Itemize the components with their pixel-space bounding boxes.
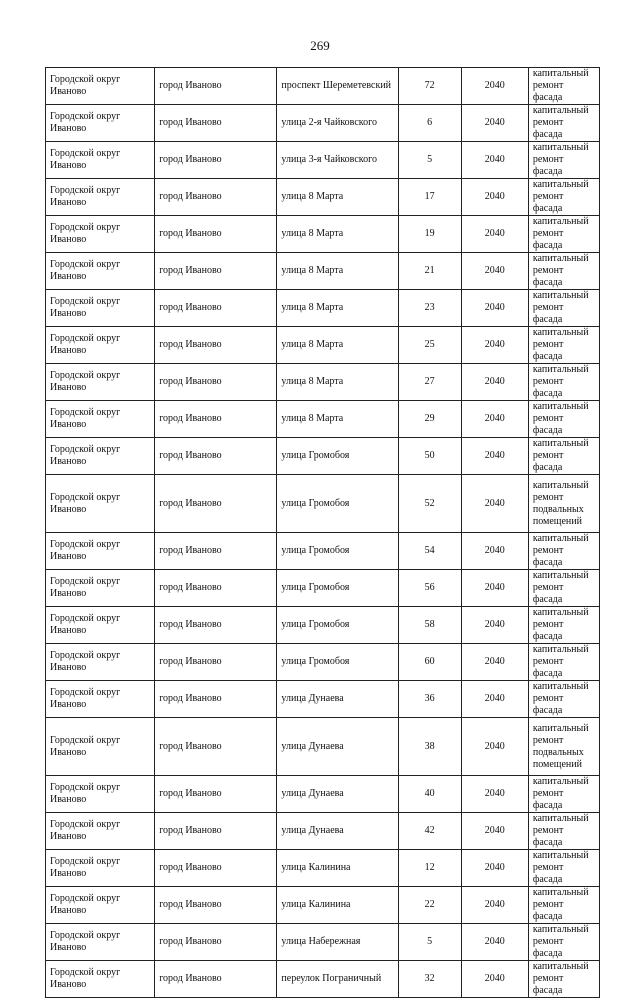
planned-year-cell: 2040 <box>461 961 528 998</box>
planned-year-cell: 2040 <box>461 475 528 533</box>
work-type-cell: капитальный ремонт фасада <box>528 142 599 179</box>
city-cell: город Иваново <box>155 681 277 718</box>
table-row <box>46 961 600 998</box>
municipality-cell: Городской округ Иваново <box>46 718 155 776</box>
municipality-cell: Городской округ Иваново <box>46 850 155 887</box>
street-cell: улица Дунаева <box>277 813 398 850</box>
work-type-cell: капитальный ремонт фасада <box>528 253 599 290</box>
house-number-cell: 23 <box>398 290 461 327</box>
house-number-cell: 40 <box>398 776 461 813</box>
city-cell: город Иваново <box>155 924 277 961</box>
municipality-cell: Городской округ Иваново <box>46 681 155 718</box>
table-row <box>46 813 600 850</box>
table-row <box>46 718 600 776</box>
work-type-cell: капитальный ремонт фасада <box>528 644 599 681</box>
planned-year-cell: 2040 <box>461 364 528 401</box>
planned-year-cell: 2040 <box>461 813 528 850</box>
street-cell: улица Калинина <box>277 850 398 887</box>
house-number-cell: 5 <box>398 142 461 179</box>
municipality-cell: Городской округ Иваново <box>46 776 155 813</box>
table-row <box>46 681 600 718</box>
city-cell: город Иваново <box>155 813 277 850</box>
street-cell: улица Дунаева <box>277 718 398 776</box>
work-type-cell: капитальный ремонт подвальных помещений <box>528 475 599 533</box>
table-row <box>46 438 600 475</box>
municipality-cell: Городской округ Иваново <box>46 438 155 475</box>
work-type-cell: капитальный ремонт подвальных помещений <box>528 718 599 776</box>
house-number-cell: 12 <box>398 850 461 887</box>
planned-year-cell: 2040 <box>461 718 528 776</box>
street-cell: улица 2-я Чайковского <box>277 105 398 142</box>
city-cell: город Иваново <box>155 290 277 327</box>
city-cell: город Иваново <box>155 644 277 681</box>
street-cell: улица Громобоя <box>277 570 398 607</box>
street-cell: улица 8 Марта <box>277 290 398 327</box>
house-number-cell: 36 <box>398 681 461 718</box>
planned-year-cell: 2040 <box>461 142 528 179</box>
street-cell: улица Дунаева <box>277 776 398 813</box>
municipality-cell: Городской округ Иваново <box>46 68 155 105</box>
municipality-cell: Городской округ Иваново <box>46 961 155 998</box>
planned-year-cell: 2040 <box>461 179 528 216</box>
table-row <box>46 105 600 142</box>
house-number-cell: 50 <box>398 438 461 475</box>
street-cell: проспект Шереметевский <box>277 68 398 105</box>
city-cell: город Иваново <box>155 179 277 216</box>
municipality-cell: Городской округ Иваново <box>46 364 155 401</box>
table-row <box>46 216 600 253</box>
city-cell: город Иваново <box>155 850 277 887</box>
work-type-cell: капитальный ремонт фасада <box>528 68 599 105</box>
table-row <box>46 327 600 364</box>
work-type-cell: капитальный ремонт фасада <box>528 179 599 216</box>
planned-year-cell: 2040 <box>461 607 528 644</box>
work-type-cell: капитальный ремонт фасада <box>528 813 599 850</box>
work-type-cell: капитальный ремонт фасада <box>528 364 599 401</box>
city-cell: город Иваново <box>155 142 277 179</box>
work-type-cell: капитальный ремонт фасада <box>528 438 599 475</box>
work-type-cell: капитальный ремонт фасада <box>528 776 599 813</box>
planned-year-cell: 2040 <box>461 644 528 681</box>
work-type-cell: капитальный ремонт фасада <box>528 961 599 998</box>
municipality-cell: Городской округ Иваново <box>46 401 155 438</box>
street-cell: улица Калинина <box>277 887 398 924</box>
work-type-cell: капитальный ремонт фасада <box>528 887 599 924</box>
municipality-cell: Городской округ Иваново <box>46 924 155 961</box>
table-row <box>46 179 600 216</box>
city-cell: город Иваново <box>155 607 277 644</box>
house-number-cell: 58 <box>398 607 461 644</box>
municipality-cell: Городской округ Иваново <box>46 105 155 142</box>
city-cell: город Иваново <box>155 533 277 570</box>
work-type-cell: капитальный ремонт фасада <box>528 401 599 438</box>
work-type-cell: капитальный ремонт фасада <box>528 570 599 607</box>
city-cell: город Иваново <box>155 68 277 105</box>
table-row <box>46 68 600 105</box>
work-type-cell: капитальный ремонт фасада <box>528 105 599 142</box>
municipality-cell: Городской округ Иваново <box>46 253 155 290</box>
table-row <box>46 475 600 533</box>
city-cell: город Иваново <box>155 570 277 607</box>
work-type-cell: капитальный ремонт фасада <box>528 607 599 644</box>
house-number-cell: 17 <box>398 179 461 216</box>
work-type-cell: капитальный ремонт фасада <box>528 850 599 887</box>
table-row <box>46 607 600 644</box>
planned-year-cell: 2040 <box>461 850 528 887</box>
house-number-cell: 6 <box>398 105 461 142</box>
city-cell: город Иваново <box>155 776 277 813</box>
city-cell: город Иваново <box>155 887 277 924</box>
city-cell: город Иваново <box>155 327 277 364</box>
municipality-cell: Городской округ Иваново <box>46 216 155 253</box>
table-row <box>46 364 600 401</box>
street-cell: улица 8 Марта <box>277 179 398 216</box>
house-number-cell: 60 <box>398 644 461 681</box>
street-cell: улица Громобоя <box>277 607 398 644</box>
house-number-cell: 21 <box>398 253 461 290</box>
municipality-cell: Городской округ Иваново <box>46 887 155 924</box>
street-cell: улица 8 Марта <box>277 327 398 364</box>
planned-year-cell: 2040 <box>461 401 528 438</box>
city-cell: город Иваново <box>155 105 277 142</box>
house-number-cell: 38 <box>398 718 461 776</box>
house-number-cell: 56 <box>398 570 461 607</box>
planned-year-cell: 2040 <box>461 887 528 924</box>
municipality-cell: Городской округ Иваново <box>46 142 155 179</box>
planned-year-cell: 2040 <box>461 105 528 142</box>
house-number-cell: 22 <box>398 887 461 924</box>
table-row <box>46 570 600 607</box>
table-row <box>46 401 600 438</box>
table-row <box>46 142 600 179</box>
street-cell: улица Громобоя <box>277 438 398 475</box>
planned-year-cell: 2040 <box>461 776 528 813</box>
planned-year-cell: 2040 <box>461 570 528 607</box>
house-number-cell: 52 <box>398 475 461 533</box>
house-number-cell: 54 <box>398 533 461 570</box>
planned-year-cell: 2040 <box>461 216 528 253</box>
table-row <box>46 850 600 887</box>
street-cell: улица Громобоя <box>277 533 398 570</box>
house-number-cell: 5 <box>398 924 461 961</box>
planned-year-cell: 2040 <box>461 438 528 475</box>
municipality-cell: Городской округ Иваново <box>46 813 155 850</box>
municipality-cell: Городской округ Иваново <box>46 644 155 681</box>
work-type-cell: капитальный ремонт фасада <box>528 216 599 253</box>
street-cell: улица Громобоя <box>277 475 398 533</box>
table-row <box>46 533 600 570</box>
municipality-cell: Городской округ Иваново <box>46 290 155 327</box>
house-number-cell: 29 <box>398 401 461 438</box>
work-type-cell: капитальный ремонт фасада <box>528 924 599 961</box>
table-row <box>46 924 600 961</box>
city-cell: город Иваново <box>155 961 277 998</box>
planned-year-cell: 2040 <box>461 924 528 961</box>
table-row <box>46 253 600 290</box>
planned-year-cell: 2040 <box>461 290 528 327</box>
street-cell: улица Громобоя <box>277 644 398 681</box>
repair-schedule-table <box>45 67 600 998</box>
page-number: 269 <box>310 38 330 53</box>
city-cell: город Иваново <box>155 364 277 401</box>
table-row <box>46 887 600 924</box>
work-type-cell: капитальный ремонт фасада <box>528 327 599 364</box>
street-cell: переулок Пограничный <box>277 961 398 998</box>
municipality-cell: Городской округ Иваново <box>46 570 155 607</box>
work-type-cell: капитальный ремонт фасада <box>528 290 599 327</box>
table-body <box>46 68 600 998</box>
planned-year-cell: 2040 <box>461 327 528 364</box>
planned-year-cell: 2040 <box>461 253 528 290</box>
municipality-cell: Городской округ Иваново <box>46 179 155 216</box>
city-cell: город Иваново <box>155 475 277 533</box>
street-cell: улица 8 Марта <box>277 364 398 401</box>
municipality-cell: Городской округ Иваново <box>46 327 155 364</box>
house-number-cell: 25 <box>398 327 461 364</box>
municipality-cell: Городской округ Иваново <box>46 533 155 570</box>
municipality-cell: Городской округ Иваново <box>46 475 155 533</box>
planned-year-cell: 2040 <box>461 68 528 105</box>
street-cell: улица Дунаева <box>277 681 398 718</box>
planned-year-cell: 2040 <box>461 533 528 570</box>
street-cell: улица 3-я Чайковского <box>277 142 398 179</box>
table-row <box>46 776 600 813</box>
street-cell: улица 8 Марта <box>277 253 398 290</box>
table-row <box>46 644 600 681</box>
street-cell: улица Набережная <box>277 924 398 961</box>
house-number-cell: 32 <box>398 961 461 998</box>
municipality-cell: Городской округ Иваново <box>46 607 155 644</box>
house-number-cell: 27 <box>398 364 461 401</box>
house-number-cell: 42 <box>398 813 461 850</box>
city-cell: город Иваново <box>155 216 277 253</box>
planned-year-cell: 2040 <box>461 681 528 718</box>
work-type-cell: капитальный ремонт фасада <box>528 681 599 718</box>
street-cell: улица 8 Марта <box>277 401 398 438</box>
table-row <box>46 290 600 327</box>
house-number-cell: 19 <box>398 216 461 253</box>
street-cell: улица 8 Марта <box>277 216 398 253</box>
house-number-cell: 72 <box>398 68 461 105</box>
city-cell: город Иваново <box>155 718 277 776</box>
city-cell: город Иваново <box>155 253 277 290</box>
city-cell: город Иваново <box>155 438 277 475</box>
work-type-cell: капитальный ремонт фасада <box>528 533 599 570</box>
city-cell: город Иваново <box>155 401 277 438</box>
